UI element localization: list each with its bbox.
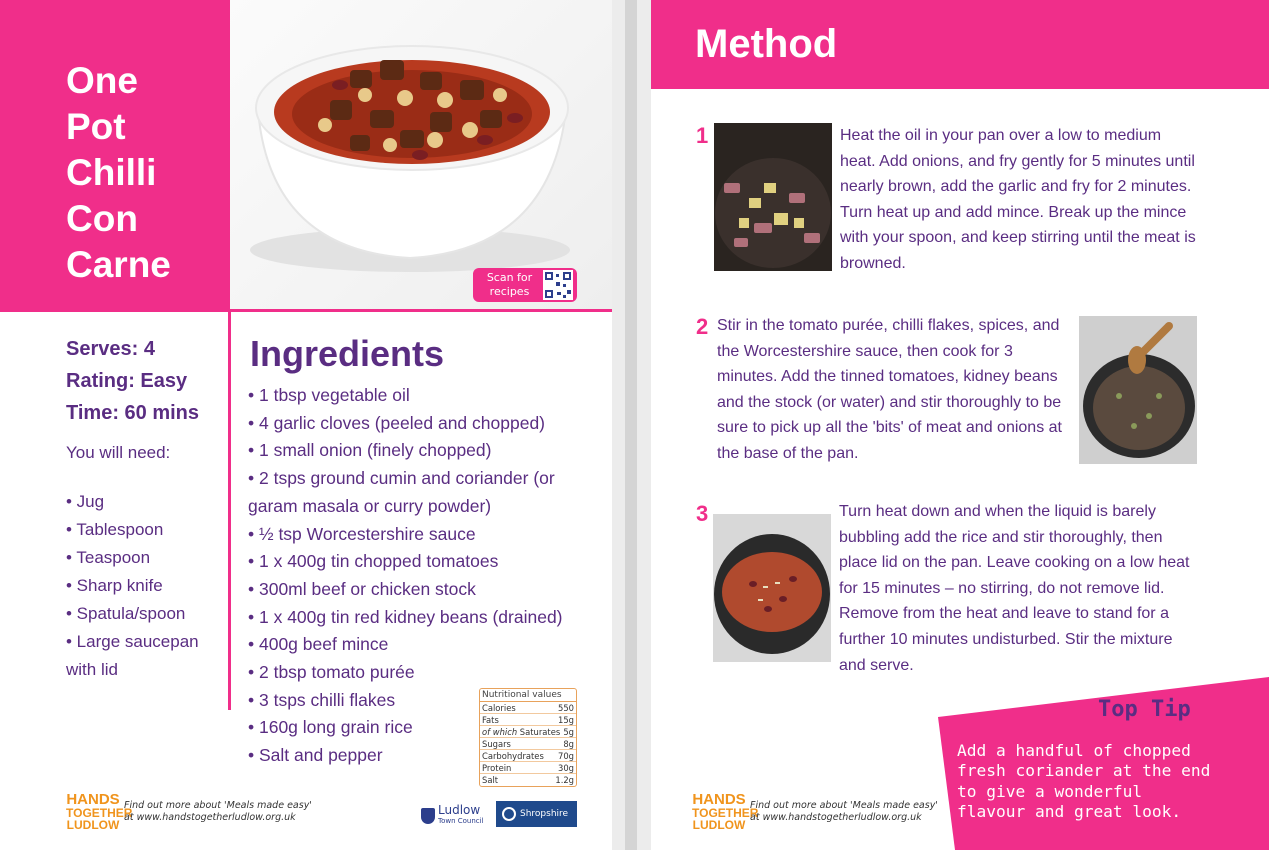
nutrient-label xyxy=(482,726,560,737)
bowl-illustration xyxy=(230,0,612,312)
step-2-photo xyxy=(1079,316,1197,464)
nutrient-label: Calories xyxy=(482,703,516,713)
find-more-text: Find out more about 'Meals made easy' xyxy=(124,800,312,811)
list-item: • Large saucepan with lid xyxy=(66,632,199,679)
nutrition-row xyxy=(480,750,576,762)
step-number: 1 xyxy=(696,123,709,148)
footer-text xyxy=(750,800,938,824)
list-item: • 1 small onion (finely chopped) xyxy=(248,440,492,461)
list-item: • 2 tbsp tomato purée xyxy=(248,662,415,683)
list-item: • Tablespoon xyxy=(66,520,164,539)
you-will-need-label: You will need: xyxy=(66,443,171,462)
qr-code-icon[interactable] xyxy=(543,270,573,300)
step-3-photo xyxy=(713,514,831,662)
list-item: • Spatula/spoon xyxy=(66,604,186,623)
nutrient-value: 30g xyxy=(558,763,574,773)
nutrient-value: 5g xyxy=(563,727,574,737)
ludlow-council-logo xyxy=(421,803,491,828)
footer-text xyxy=(124,800,312,824)
nutrient-label-prefix: of which xyxy=(482,727,518,737)
nutrient-label: Sugars xyxy=(482,739,511,749)
step-number: 2 xyxy=(696,314,709,339)
nutrient-label: Salt xyxy=(482,775,499,785)
step-2-text: Stir in the tomato purée, chilli flakes, spices, and the Worcestershire sauce, then cook for 3 minutes. Add the tinned tomatoes, kidney beans and the stock (or water) and stir thoroughly to be sure to pick up all the 'bits' of meat and onions at the base of the pan. xyxy=(717,317,1062,462)
step-number: 3 xyxy=(696,501,709,526)
nutrition-row xyxy=(480,714,576,726)
hands-together-ludlow-logo xyxy=(66,791,133,832)
scan-for-recipes-badge[interactable] xyxy=(473,268,577,302)
title-line: Chilli xyxy=(66,152,157,193)
nutrient-label-text: Saturates xyxy=(517,727,561,737)
page-gutter xyxy=(612,0,651,850)
serves: Serves: 4 xyxy=(66,338,155,360)
nutrition-row xyxy=(480,762,576,774)
ingredients-heading: Ingredients xyxy=(250,333,445,374)
nutrient-value: 70g xyxy=(558,751,574,761)
logo-line: TOGETHER xyxy=(66,806,133,820)
list-item: • 1 tbsp vegetable oil xyxy=(248,385,410,405)
logo-line: TOGETHER xyxy=(692,806,759,820)
shropshire-emblem-icon xyxy=(502,807,516,821)
list-item: • 1 x 400g tin chopped tomatoes xyxy=(248,551,499,572)
list-item: • 1 x 400g tin red kidney beans (drained) xyxy=(248,606,563,627)
list-item: • Sharp knife xyxy=(66,576,163,595)
rating: Rating: Easy xyxy=(66,370,188,392)
top-tip-title: Top Tip xyxy=(1098,697,1191,722)
nutrition-row xyxy=(480,726,576,738)
time: Time: 60 mins xyxy=(66,402,200,424)
method-header xyxy=(651,0,1269,89)
logo-line: LUDLOW xyxy=(66,818,120,832)
title-line: Con xyxy=(66,198,138,239)
nutrient-value: 550 xyxy=(558,703,574,713)
list-item: • Jug xyxy=(66,492,105,511)
shropshire-council-logo xyxy=(496,801,577,827)
nutrient-label: Carbohydrates xyxy=(482,751,544,761)
list-item: • 3 tsps chilli flakes xyxy=(248,689,396,710)
title-line: One xyxy=(66,60,138,101)
equipment-list xyxy=(66,488,228,684)
nutrition-table xyxy=(479,688,577,787)
list-item: • 300ml beef or chicken stock xyxy=(248,578,476,599)
list-item: • Teaspoon xyxy=(66,548,151,567)
logo-line: LUDLOW xyxy=(692,818,746,832)
step-3-text: Turn heat down and when the liquid is barely bubbling add the rice and stir thoroughly, then place lid on the pan. Leave cooking on a low heat for 15 minutes – no stirring, do not remove lid. Remove from the heat and leave to stand for a further 10 minutes undisturbed. Stir the mixture and serve. xyxy=(839,503,1190,674)
recipe-meta xyxy=(66,333,226,463)
nutrient-label: Fats xyxy=(482,715,499,725)
column-divider xyxy=(228,312,231,710)
list-item: • 160g long grain rice xyxy=(248,717,413,738)
title-line: Pot xyxy=(66,106,126,147)
title-line: Carne xyxy=(66,244,171,285)
ludlow-sub: Town Council xyxy=(438,816,484,825)
recipe-left-page xyxy=(0,0,612,850)
list-item: • ½ tsp Worcestershire sauce xyxy=(248,523,476,544)
nutrient-value: 1.2g xyxy=(555,775,574,785)
title-block xyxy=(0,0,230,312)
title-divider xyxy=(230,309,612,312)
list-item: • 4 garlic cloves (peeled and chopped) xyxy=(248,412,546,433)
recipe-title xyxy=(66,58,226,288)
logo-line: HANDS xyxy=(66,791,120,808)
nutrient-value: 15g xyxy=(558,715,574,725)
website-link[interactable]: at www.handstogetherludlow.org.uk xyxy=(750,812,922,823)
website-link[interactable]: at www.handstogetherludlow.org.uk xyxy=(124,812,296,823)
nutrition-row xyxy=(480,738,576,750)
nutrient-value: 8g xyxy=(563,739,574,749)
crest-icon xyxy=(421,808,435,824)
nutrient-label: Protein xyxy=(482,763,512,773)
hands-together-ludlow-logo xyxy=(692,791,759,832)
nutrition-header: Nutritional values xyxy=(480,689,576,702)
list-item: • 2 tsps ground cumin and coriander (or garam masala or curry powder) xyxy=(248,468,555,516)
ludlow-name: Ludlow xyxy=(438,802,481,817)
find-more-text: Find out more about 'Meals made easy' xyxy=(750,800,938,811)
chilli-bowl-photo xyxy=(230,0,612,312)
step-1-photo xyxy=(714,123,832,271)
nutrition-row xyxy=(480,702,576,714)
method-title: Method xyxy=(695,22,838,66)
step-1-text: Heat the oil in your pan over a low to medium heat. Add onions, and fry gently for 5 minutes until nearly brown, add the garlic and fry for 2 minutes. Turn heat up and add mince. Break up the mince with your spoon, and keep stirring until the meat is browned. xyxy=(840,127,1196,272)
shropshire-name: Shropshire xyxy=(520,809,569,819)
top-tip-text: Add a handful of chopped fresh coriander at the end to give a wonderful flavour and great look. xyxy=(957,741,1211,822)
nutrition-row xyxy=(480,774,576,786)
list-item: • Salt and pepper xyxy=(248,745,383,766)
list-item: • 400g beef mince xyxy=(248,634,389,655)
logo-line: HANDS xyxy=(692,791,746,808)
scan-label: Scan for recipes xyxy=(486,271,533,298)
method-right-page xyxy=(651,0,1269,850)
